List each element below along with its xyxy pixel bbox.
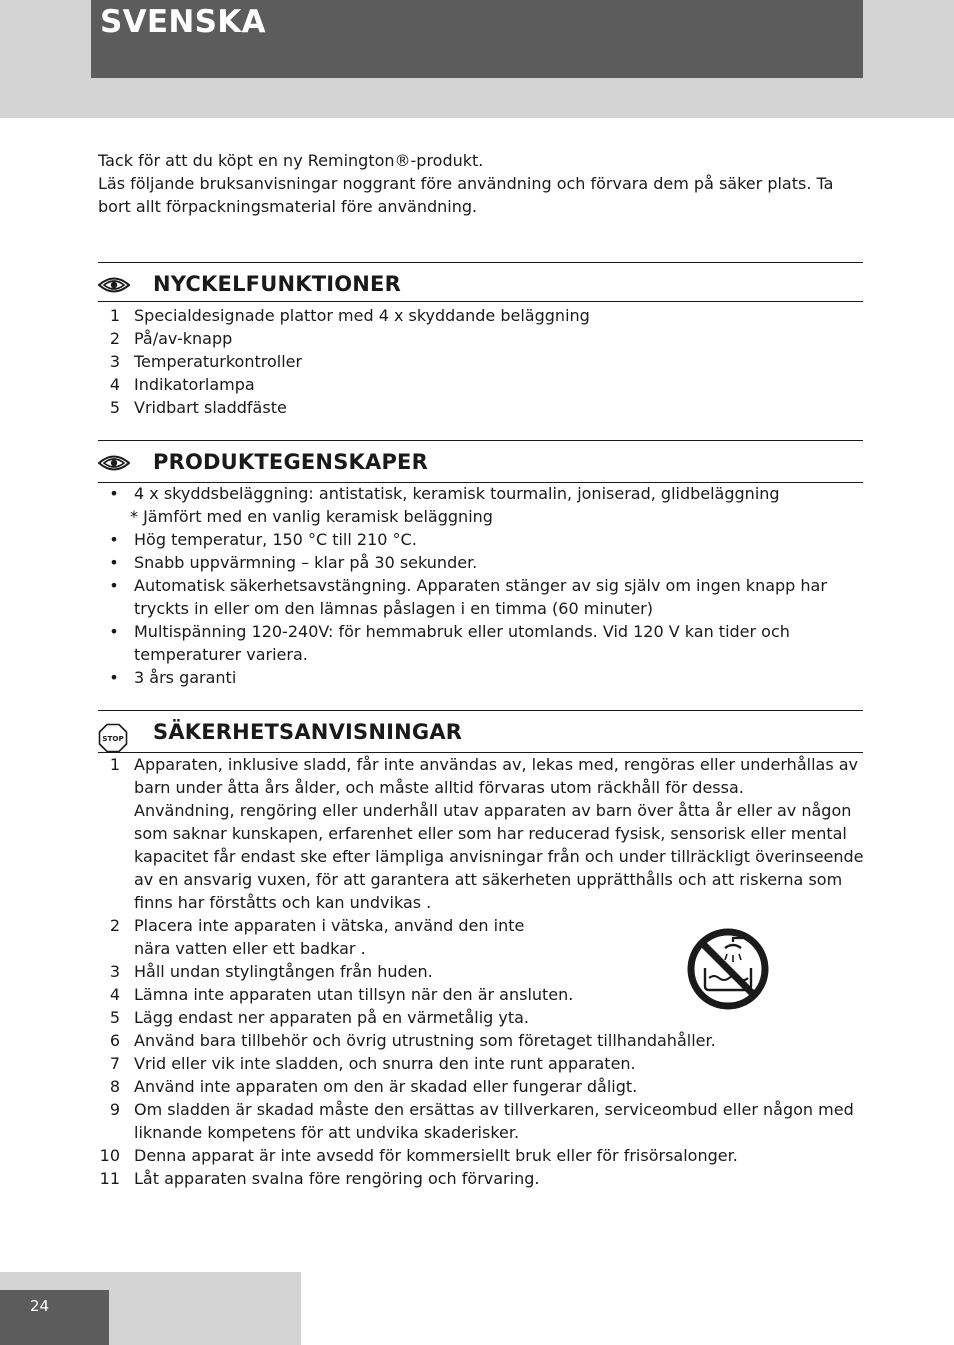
item-number: 1 [109,755,120,774]
list-item [98,304,868,327]
item-number: 1 [109,306,120,325]
item-text: Lägg endast ner apparaten på en värmetålig yta. [134,1008,530,1027]
item-number: 2 [109,916,120,935]
language-title-bar [91,0,863,78]
bullet: • [109,530,119,549]
list-item [98,350,868,373]
bullet: • [109,576,119,595]
item-text: Apparaten, inklusive sladd, får inte användas av, lekas med, rengöras eller underhållas av barn under åtta års ålder, och måste alltid förvaras utom räckhåll för dessa. [134,755,859,797]
intro-text [98,149,863,218]
bullet: • [109,622,119,641]
item-number: 7 [109,1054,120,1073]
bullet: • [109,484,119,503]
item-number: 4 [109,375,120,394]
item-number: 4 [109,985,120,1004]
section-title-properties: PRODUKTEGENSKAPER [153,450,428,474]
item-text: Automatisk säkerhetsavstängning. Apparaten stänger av sig själv om ingen knapp har tryckts in eller om den lämnas påslagen i en timma (60 minuter) [134,576,827,618]
eye-icon [98,275,130,295]
list-item [98,1075,868,1098]
list-item [98,666,868,689]
page-number: 24 [30,1297,50,1315]
bullet: • [109,668,119,687]
item-text: 3 års garanti [134,668,237,687]
item-text: Placera inte apparaten i vätska, använd den inte [134,916,525,935]
item-number: 10 [99,1146,120,1165]
item-text: Snabb uppvärmning – klar på 30 sekunder. [134,553,478,572]
section-title-safety: SÄKERHETSANVISNINGAR [153,720,463,744]
list-item [98,327,868,350]
section-header-safety [98,710,863,753]
item-text: Specialdesignade plattor med 4 x skyddande beläggning [134,306,590,325]
list-item [98,396,868,419]
list-item [98,1167,868,1190]
item-text: Vridbart sladdfäste [134,398,287,417]
intro-line-1: Tack för att du köpt en ny Remington®-produkt. [98,151,484,170]
item-text: Temperaturkontroller [134,352,303,371]
list-item [98,1144,868,1167]
list-item [98,528,868,551]
item-text: Använd inte apparaten om den är skadad eller fungerar dåligt. [134,1077,638,1096]
item-number: 9 [109,1100,120,1119]
item-text: Indikatorlampa [134,375,255,394]
item-text: Vrid eller vik inte sladden, och snurra den inte runt apparaten. [134,1054,636,1073]
item-text: Håll undan stylingtången från huden. [134,962,433,981]
features-list [98,304,868,419]
stop-sign-icon [98,723,128,753]
item-text: Om sladden är skadad måste den ersättas av tillverkaren, serviceombud eller någon med liknande kompetens för att undvika skaderisker. [134,1100,854,1142]
item-number: 2 [109,329,120,348]
list-item [98,373,868,396]
bullet: • [109,553,119,572]
stop-sign-label: STOP [102,734,124,743]
item-text: På/av-knapp [134,329,233,348]
section-header-properties [98,440,863,483]
list-item [98,482,868,528]
item-text: Denna apparat är inte avsedd för kommersiellt bruk eller för frisörsalonger. [134,1146,738,1165]
list-item [98,753,868,914]
item-note: Användning, rengöring eller underhåll utav apparaten av barn över åtta år eller av någon som saknar kunskapen, erfarenhet eller som har reducerad fysisk, sensorisk eller mental kapacitet får endast ske efter lämpliga anvisningar från och under tillräckligt överinseende av en ansvarig vuxen, för att garantera att säkerheten upprätthålls och att riskerna som finns har förståtts och kan undvikas . [134,801,864,912]
item-text: Lämna inte apparaten utan tillsyn när den är ansluten. [134,985,574,1004]
page-number-box [0,1290,109,1345]
item-note: nära vatten eller ett badkar . [134,939,366,958]
list-item [98,551,868,574]
item-number: 5 [109,398,120,417]
item-number: 8 [109,1077,120,1096]
list-item [98,1052,868,1075]
list-item [98,620,868,666]
item-number: 3 [109,352,120,371]
item-text: Använd bara tillbehör och övrig utrustning som företaget tillhandahåller. [134,1031,716,1050]
item-number: 3 [109,962,120,981]
item-text: 4 x skyddsbeläggning: antistatisk, keramisk tourmalin, joniserad, glidbeläggning [134,484,780,503]
item-text: Låt apparaten svalna före rengöring och förvaring. [134,1169,540,1188]
list-item [98,1098,868,1144]
item-text: Hög temperatur, 150 °C till 210 °C. [134,530,417,549]
item-text: Multispänning 120-240V: för hemmabruk eller utomlands. Vid 120 V kan tider och temperaturer variera. [134,622,790,664]
item-number: 5 [109,1008,120,1027]
no-water-bath-icon [685,928,771,1010]
section-header-features [98,262,863,302]
page-title: SVENSKA [100,4,266,40]
properties-list [98,482,868,689]
item-number: 11 [99,1169,120,1188]
list-item [98,574,868,620]
list-item [98,1029,868,1052]
eye-icon [98,453,130,473]
item-number: 6 [109,1031,120,1050]
item-note: * Jämfört med en vanlig keramisk beläggning [130,507,493,526]
section-title-features: NYCKELFUNKTIONER [153,272,401,296]
intro-line-2: Läs följande bruksanvisningar noggrant före användning och förvara dem på säker plats. Ta bort allt förpackningsmaterial före användning. [98,174,834,216]
